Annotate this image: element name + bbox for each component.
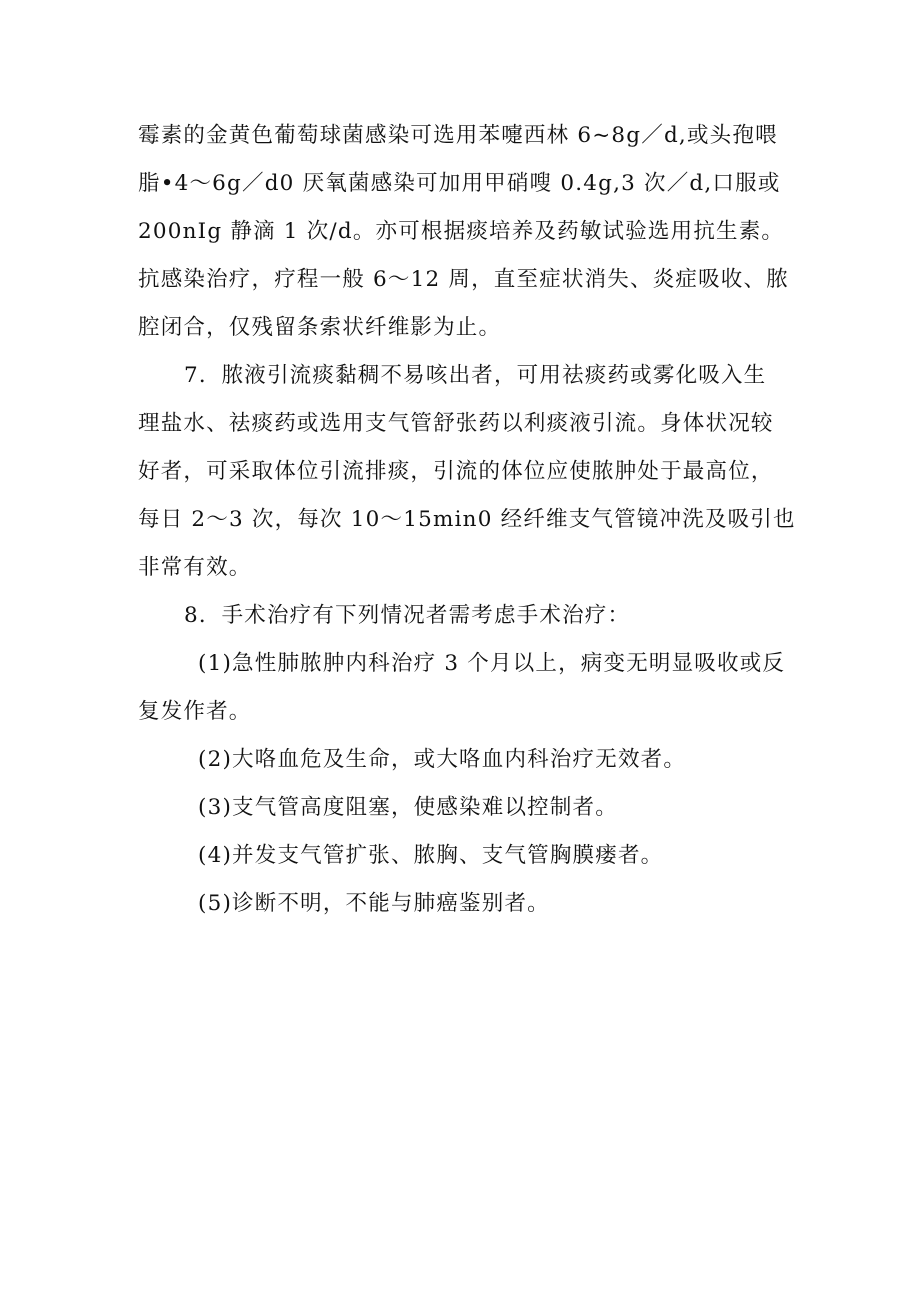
paragraph-surgery — [138, 592, 798, 640]
text-line: 非常有效。 — [138, 555, 252, 580]
text-line: 8．手术治疗有下列情况者需考虑手术治疗： — [184, 603, 631, 628]
text-line: (1)急性肺脓肿内科治疗 3 个月以上，病变无明显吸收或反 — [198, 651, 786, 676]
paragraph-antibiotics — [138, 112, 798, 352]
surgery-item-4 — [138, 832, 798, 880]
text-line: 抗感染治疗，疗程一般 6～12 周，直至症状消失、炎症吸收、脓 — [138, 267, 789, 292]
text-line: (3)支气管高度阻塞，使感染难以控制者。 — [198, 795, 618, 820]
text-line: 脂•4～6g／d0 厌氧菌感染可加用甲硝嗖 0.4g,3 次／d,口服或 — [138, 171, 781, 196]
surgery-item-1 — [138, 640, 798, 736]
text-line: 复发作者。 — [138, 699, 252, 724]
paragraph-drainage — [138, 352, 798, 592]
document-body — [138, 112, 798, 928]
text-line: (5)诊断不明，不能与肺癌鉴别者。 — [198, 891, 550, 916]
surgery-item-5 — [138, 880, 798, 928]
text-line: 7．脓液引流痰黏稠不易咳出者，可用祛痰药或雾化吸入生 — [184, 363, 767, 388]
text-line: 理盐水、祛痰药或选用支气管舒张药以利痰液引流。身体状况较 — [138, 411, 774, 436]
text-line: (2)大咯血危及生命，或大咯血内科治疗无效者。 — [198, 747, 687, 772]
text-line: 每日 2～3 次，每次 10～15min0 经纤维支气管镜冲洗及吸引也 — [138, 507, 796, 532]
surgery-item-2 — [138, 736, 798, 784]
text-line: (4)并发支气管扩张、脓胸、支气管胸膜瘘者。 — [198, 843, 664, 868]
text-line: 200nIg 静滴 1 次/d。亦可根据痰培养及药敏试验选用抗生素。 — [138, 219, 785, 244]
text-line: 好者，可采取体位引流排痰，引流的体位应使脓肿处于最高位， — [138, 459, 774, 484]
text-line: 腔闭合，仅残留条索状纤维影为止。 — [138, 315, 502, 340]
text-line: 霉素的金黄色葡萄球菌感染可选用苯嚏西林 6~8g／d,或头孢喂 — [138, 123, 778, 148]
surgery-item-3 — [138, 784, 798, 832]
